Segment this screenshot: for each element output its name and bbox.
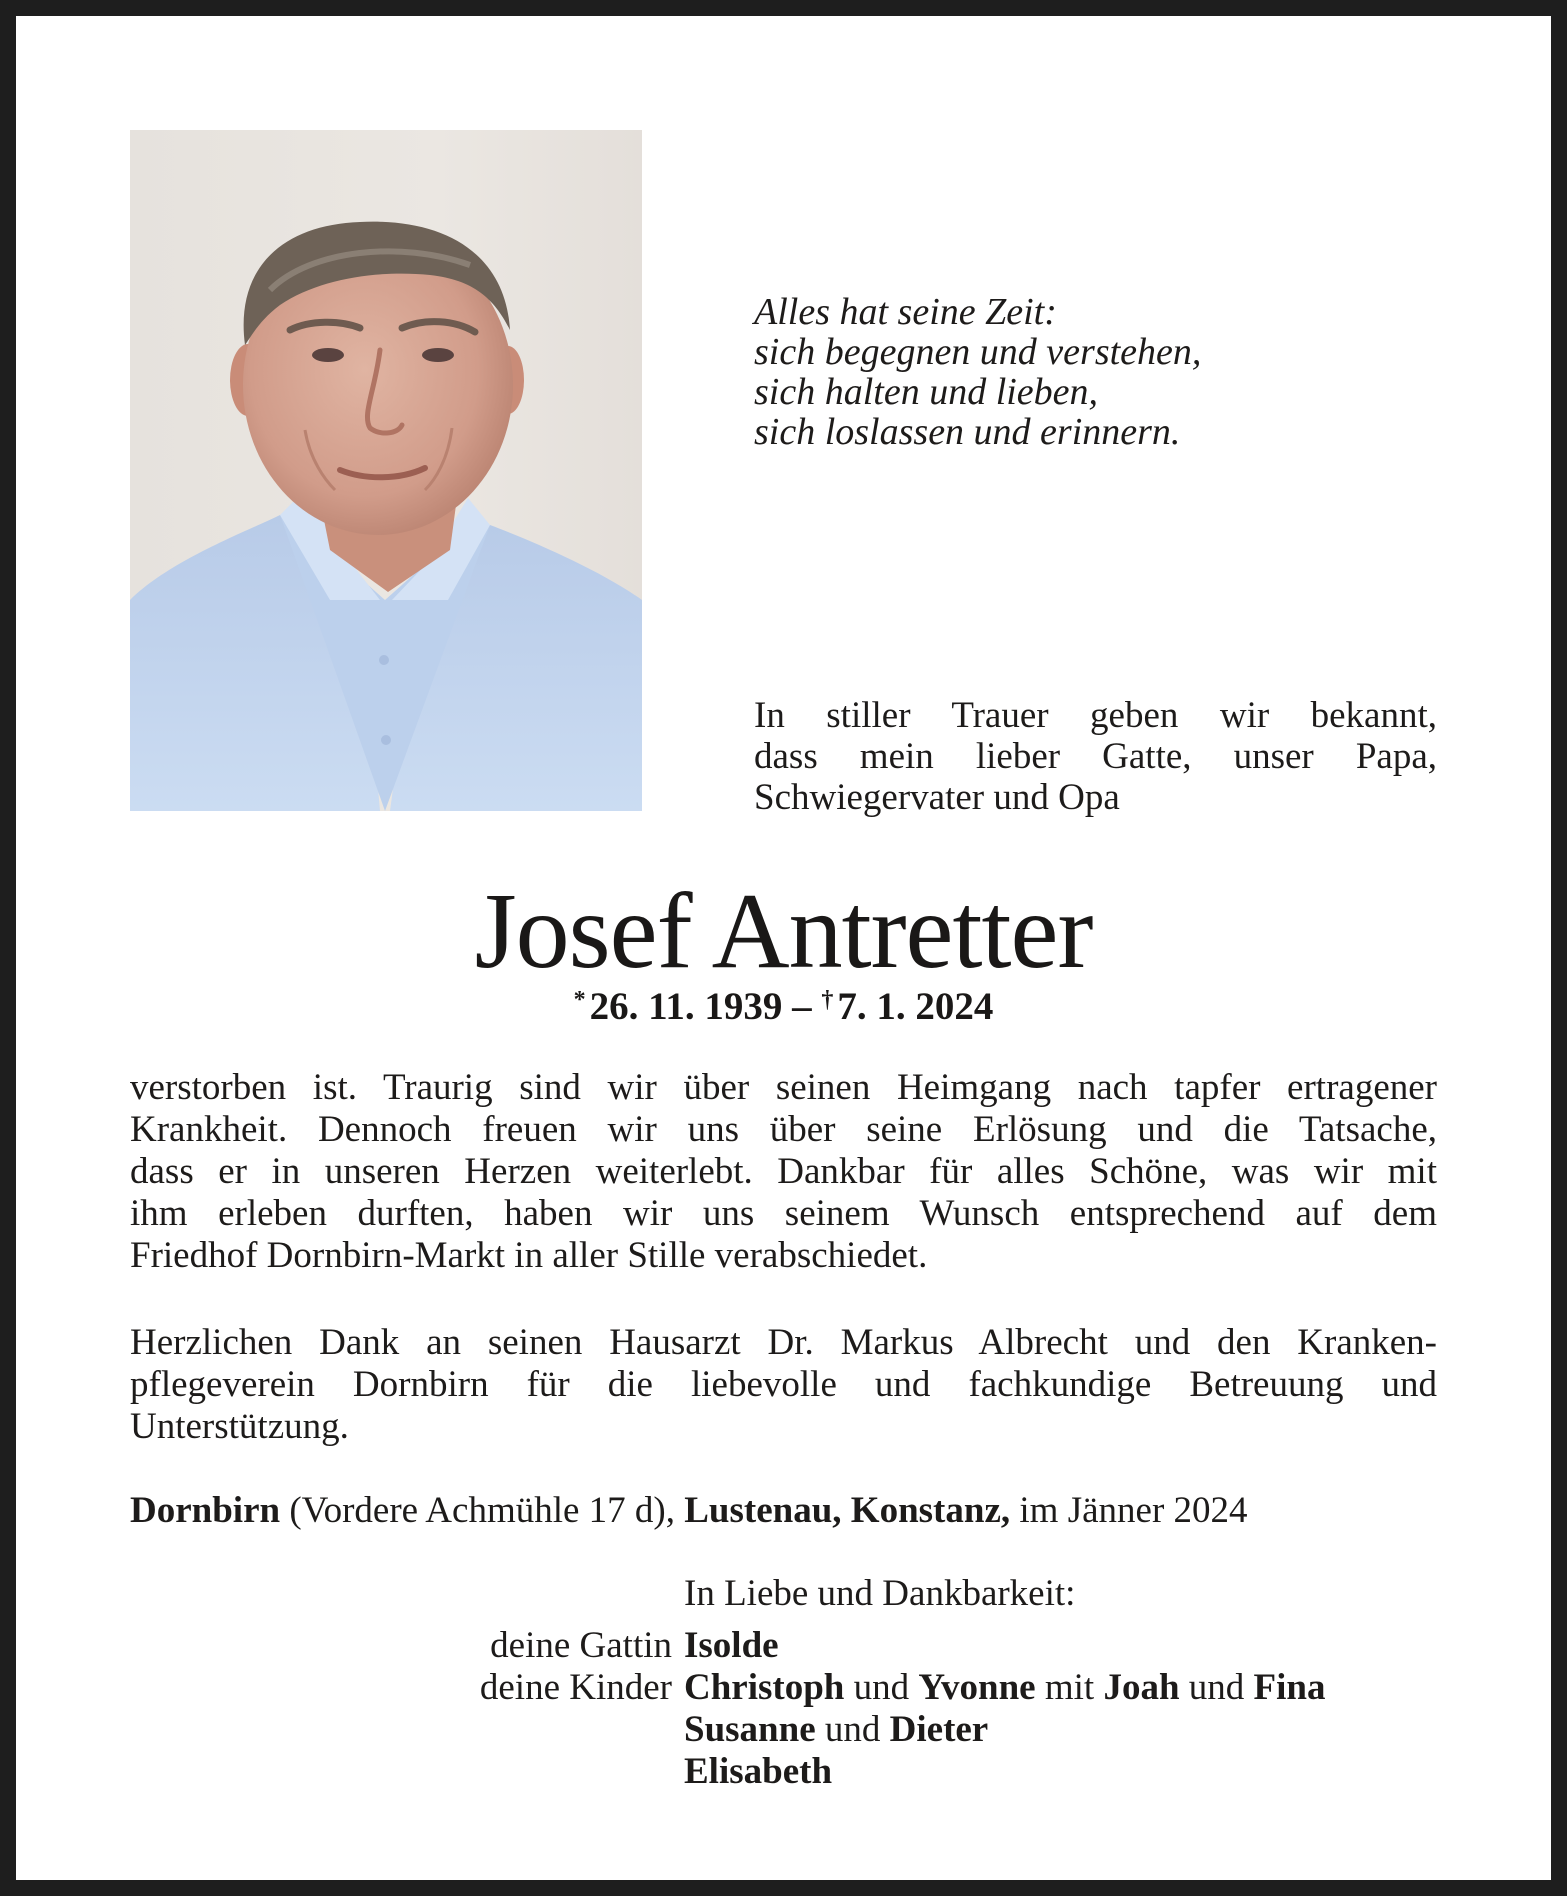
- partner-name: Yvonne: [918, 1667, 1036, 1708]
- date-text: im Jänner 2024: [1010, 1490, 1248, 1531]
- spouse-label: deine Gattin: [490, 1625, 672, 1666]
- connector: mit: [1035, 1667, 1104, 1708]
- birth-symbol: *: [573, 987, 586, 1013]
- spouse-row: [684, 1625, 1444, 1667]
- poem-line: sich halten und lieben,: [754, 371, 1099, 413]
- paragraph-line: Herzlichen Dank an seinen Hausarzt Dr. Markus Albrecht und den Kranken-: [130, 1322, 1437, 1363]
- paragraph-line: verstorben ist. Traurig sind wir über seinen Heimgang nach tapfer ertragener: [130, 1067, 1437, 1108]
- announcement: [754, 695, 1437, 818]
- connector: und: [815, 1709, 890, 1750]
- closing-line: In Liebe und Dankbarkeit:: [684, 1573, 1076, 1614]
- portrait-photo: [130, 130, 642, 811]
- spouse-name: Isolde: [684, 1625, 779, 1666]
- child-name: Christoph: [684, 1667, 845, 1708]
- poem-line: sich loslassen und erinnern.: [754, 411, 1181, 453]
- date-separator: –: [792, 985, 812, 1028]
- partner-name: Dieter: [889, 1709, 989, 1750]
- announcement-line: In stiller Trauer geben wir bekannt,: [754, 695, 1437, 736]
- child-row: [684, 1709, 1444, 1751]
- paragraph-line: Krankheit. Dennoch freuen wir uns über seine Erlösung und die Tatsache,: [130, 1109, 1437, 1150]
- paragraph-line: Unterstützung.: [130, 1406, 349, 1447]
- child-row: [684, 1751, 1444, 1793]
- birth-date: 26. 11. 1939: [589, 985, 783, 1028]
- poem-line: Alles hat seine Zeit:: [754, 291, 1057, 333]
- connector: und: [1179, 1667, 1254, 1708]
- grandchild-name: Fina: [1253, 1667, 1326, 1708]
- child-name: Susanne: [684, 1709, 816, 1750]
- announcement-line: Schwiegervater und Opa: [754, 777, 1120, 818]
- place-and-date: [130, 1490, 1437, 1532]
- connector: und: [844, 1667, 919, 1708]
- paragraph-line: ihm erleben durften, haben wir uns seinem Wunsch entsprechend auf dem: [130, 1193, 1437, 1234]
- death-date: 7. 1. 2024: [837, 985, 994, 1028]
- grandchild-name: Joah: [1103, 1667, 1180, 1708]
- poem: [754, 292, 1201, 452]
- death-symbol: †: [821, 987, 834, 1013]
- address: (Vordere Achmühle 17 d),: [280, 1490, 685, 1531]
- portrait-photo-icon: [130, 130, 642, 811]
- children-label: deine Kinder: [479, 1667, 672, 1708]
- child-row: [684, 1667, 1444, 1709]
- paragraph-line: pflegeverein Dornbirn für die liebevolle und fachkundige Betreuung und: [130, 1364, 1437, 1405]
- cities: Lustenau, Konstanz,: [684, 1490, 1011, 1531]
- paragraph-line: Friedhof Dornbirn-Markt in aller Stille verabschiedet.: [130, 1235, 928, 1276]
- child-name: Elisabeth: [684, 1751, 833, 1792]
- deceased-name: Josef Antretter: [474, 872, 1093, 991]
- city-dornbirn: Dornbirn: [130, 1490, 281, 1531]
- obituary-paragraph: [130, 1067, 1437, 1277]
- announcement-line: dass mein lieber Gatte, unser Papa,: [754, 736, 1437, 777]
- paragraph-line: dass er in unseren Herzen weiterlebt. Dankbar für alles Schöne, was wir mit: [130, 1151, 1437, 1192]
- thanks-paragraph: [130, 1322, 1437, 1448]
- poem-line: sich begegnen und verstehen,: [754, 331, 1202, 373]
- life-dates: [0, 985, 1567, 1029]
